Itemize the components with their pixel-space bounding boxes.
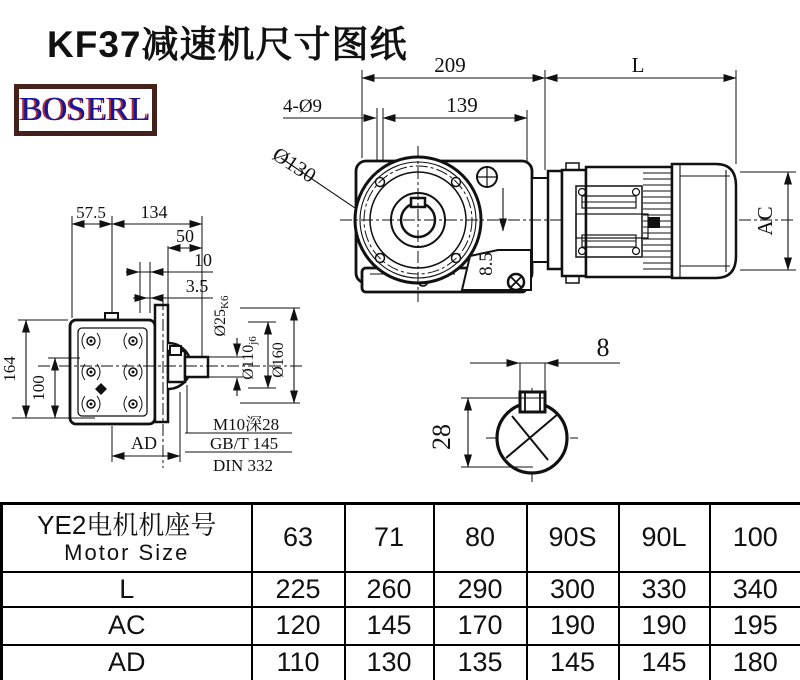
table-cell: 120 <box>252 607 345 645</box>
dim-flange-dia: Ø130 <box>268 142 321 188</box>
dim-l: L <box>631 53 645 77</box>
shaft-dia-value: Ø25 <box>212 308 229 337</box>
table-cell: 190 <box>619 607 710 645</box>
dim-key-width: 8 <box>596 333 610 362</box>
table-col-header: 100 <box>710 504 800 572</box>
table-cell: 225 <box>252 572 345 607</box>
dim-50: 50 <box>176 226 194 246</box>
note-din: DIN 332 <box>213 456 273 475</box>
header-en: Motor Size <box>64 539 190 565</box>
table-col-header: 80 <box>434 504 527 572</box>
dim-shaft-dia <box>212 295 231 337</box>
dim-10: 10 <box>194 250 212 270</box>
table-row-L <box>2 572 800 607</box>
dim-ad: AD <box>131 433 157 453</box>
note-gb: GB/T 145 <box>210 434 279 453</box>
row-label: L <box>2 572 252 607</box>
table-cell: 145 <box>619 645 710 680</box>
table-cell: 290 <box>434 572 527 607</box>
motor-size-table <box>0 502 800 680</box>
row-label: AD <box>2 645 252 680</box>
table-cell: 135 <box>434 645 527 680</box>
dim-bolt-holes: 4-Ø9 <box>283 96 323 117</box>
dim-164: 164 <box>0 356 19 382</box>
spigot-fit-value: j6 <box>247 336 259 345</box>
table-row-AC <box>2 607 800 645</box>
table-header-row <box>2 504 800 572</box>
table-cell: 130 <box>345 645 434 680</box>
detail-view <box>427 333 620 482</box>
dim-ac: AC <box>753 206 777 236</box>
table-col-header: 63 <box>252 504 345 572</box>
table-cell: 190 <box>527 607 619 645</box>
dim-100: 100 <box>29 375 48 401</box>
table-cell: 110 <box>252 645 345 680</box>
table-cell: 300 <box>527 572 619 607</box>
table-cell: 170 <box>434 607 527 645</box>
table-header-motor-size <box>2 504 252 572</box>
top-view <box>268 53 796 302</box>
table-cell: 180 <box>710 645 800 680</box>
table-col-header: 90S <box>527 504 619 572</box>
table-cell: 145 <box>527 645 619 680</box>
table-cell: 260 <box>345 572 434 607</box>
table-cell: 330 <box>619 572 710 607</box>
note-tap: M10深28 <box>213 415 280 434</box>
page-title: KF37减速机尺寸图纸 <box>47 24 408 65</box>
dim-139: 139 <box>446 93 478 117</box>
brand-logo <box>14 84 157 136</box>
table-col-header: 71 <box>345 504 434 572</box>
dim-key-depth: 28 <box>427 424 456 450</box>
spigot-dia-value: Ø110 <box>240 344 257 380</box>
dim-3-5: 3.5 <box>185 276 209 296</box>
dim-flange-od: Ø160 <box>270 342 287 378</box>
brand-logo-text: BOSERL <box>20 91 151 128</box>
side-view <box>0 202 302 475</box>
dim-209: 209 <box>434 53 466 77</box>
dim-57-5: 57.5 <box>76 203 106 222</box>
shaft-fit-value: K6 <box>219 295 231 309</box>
dim-8-5: 8.5 <box>476 252 497 276</box>
table-cell: 340 <box>710 572 800 607</box>
header-zh: YE2电机机座号 <box>37 509 217 540</box>
table-cell: 195 <box>710 607 800 645</box>
table-cell: 145 <box>345 607 434 645</box>
dim-spigot-dia <box>240 336 259 380</box>
table-row-AD <box>2 645 800 680</box>
dim-134: 134 <box>140 202 168 222</box>
table-col-header: 90L <box>619 504 710 572</box>
row-label: AC <box>2 607 252 645</box>
